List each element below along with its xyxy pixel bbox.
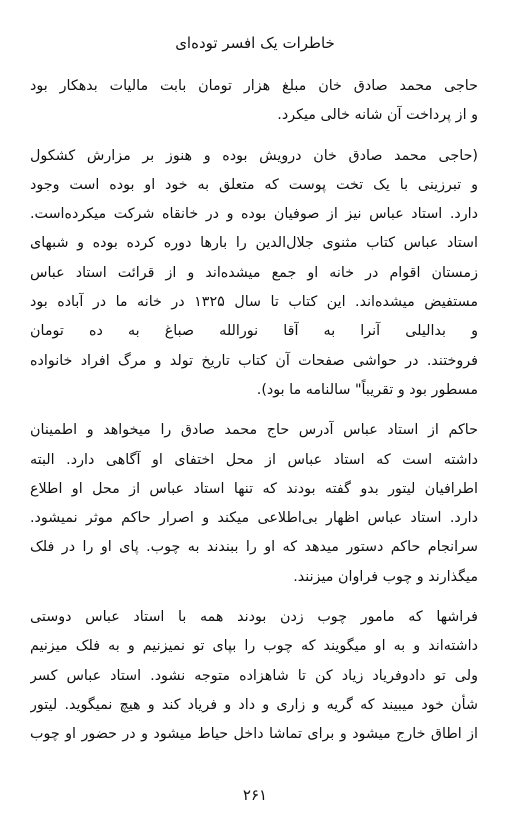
text-line: و بدالیلی آنرا به آقا نورالله صباغ به ده تومان <box>30 323 478 340</box>
text-line: داشته است که استاد عباس از محل اختفای او آگاهی دارد. البته <box>30 451 478 468</box>
text-line: فروختند. در حواشی صفحات آن کتاب تاریخ تولد و مرگ افراد خانواده <box>30 352 478 369</box>
text-line: (حاجی محمد صادق خان درویش بوده و هنوز بر مزارش کشکول <box>30 147 478 164</box>
text-line: مستفیض میشده‌اند. این کتاب تا سال ۱۳۲۵ در خانه ما در آباده بود <box>30 294 478 311</box>
text-line: فراشها که مامور چوب زدن بودند همه با استاد عباس دوستی <box>30 609 478 626</box>
paragraph-3 <box>30 416 478 592</box>
text-line: و از پرداخت آن شانه خالی میکرد. <box>277 107 478 124</box>
page-body <box>30 72 478 750</box>
text-line: ولی تو دادوفریاد زیاد کن تا شاهزاده متوجه نشود. استاد عباس کسر <box>30 667 478 684</box>
paragraph-2 <box>30 142 478 406</box>
text-line: استاد عباس کتاب مثنوی جلال‌الدین را بارها دوره کرده بوده و شبهای <box>30 235 478 252</box>
text-line: حاجی محمد صادق خان مبلغ هزار تومان بابت مالیات بدهکار بود <box>30 78 478 94</box>
text-line: داشته‌اند و به او میگویند که چوب را بپای تو نمیزنیم و به فلک میزنیم <box>30 638 478 655</box>
running-header: خاطرات یک افسر توده‌ای <box>175 34 335 52</box>
paragraph-4 <box>30 603 478 749</box>
text-line: اطرافیان لیتور بدو گفته بودند که تنها استاد عباس از محل او اطلاع <box>30 480 478 497</box>
text-line: میگذارند و چوب فراوان میزنند. <box>293 568 478 585</box>
text-line: از اطاق خارج میشود و برای تماشا داخل حیاط میشود و در حضور او چوب <box>30 726 478 743</box>
text-line: مسطور بود و تقریباً" سالنامه ما بود). <box>256 381 478 398</box>
text-line: حاکم از استاد عباس آدرس حاج محمد صادق را میخواهد و اطمینان <box>30 422 478 439</box>
paragraph-1 <box>30 72 478 131</box>
text-line: سرانجام حاکم دستور میدهد که او را ببندند به چوب. پای او را در فلک <box>30 539 478 556</box>
text-line: دارد. استاد عباس نیز از صوفیان بوده و در خانقاه شرکت میکرده‌است. <box>30 206 478 223</box>
text-line: زمستان اقوام در خانه او جمع میشده‌اند و از قرائت استاد عباس <box>30 264 478 281</box>
text-line: و تبرزینی با یک تخت پوست که متعلق به خود او بوده است وجود <box>30 176 478 193</box>
page-number: ۲۶۱ <box>242 786 268 804</box>
text-line: دارد. استاد عباس اظهار بی‌اطلاعی میکند و اصرار حاکم موثر نمیشود. <box>30 510 478 527</box>
text-line: شأن خود میبیند که گریه و زاری و داد و فریاد کند و هیچ نمیگوید. لیتور <box>30 696 478 713</box>
